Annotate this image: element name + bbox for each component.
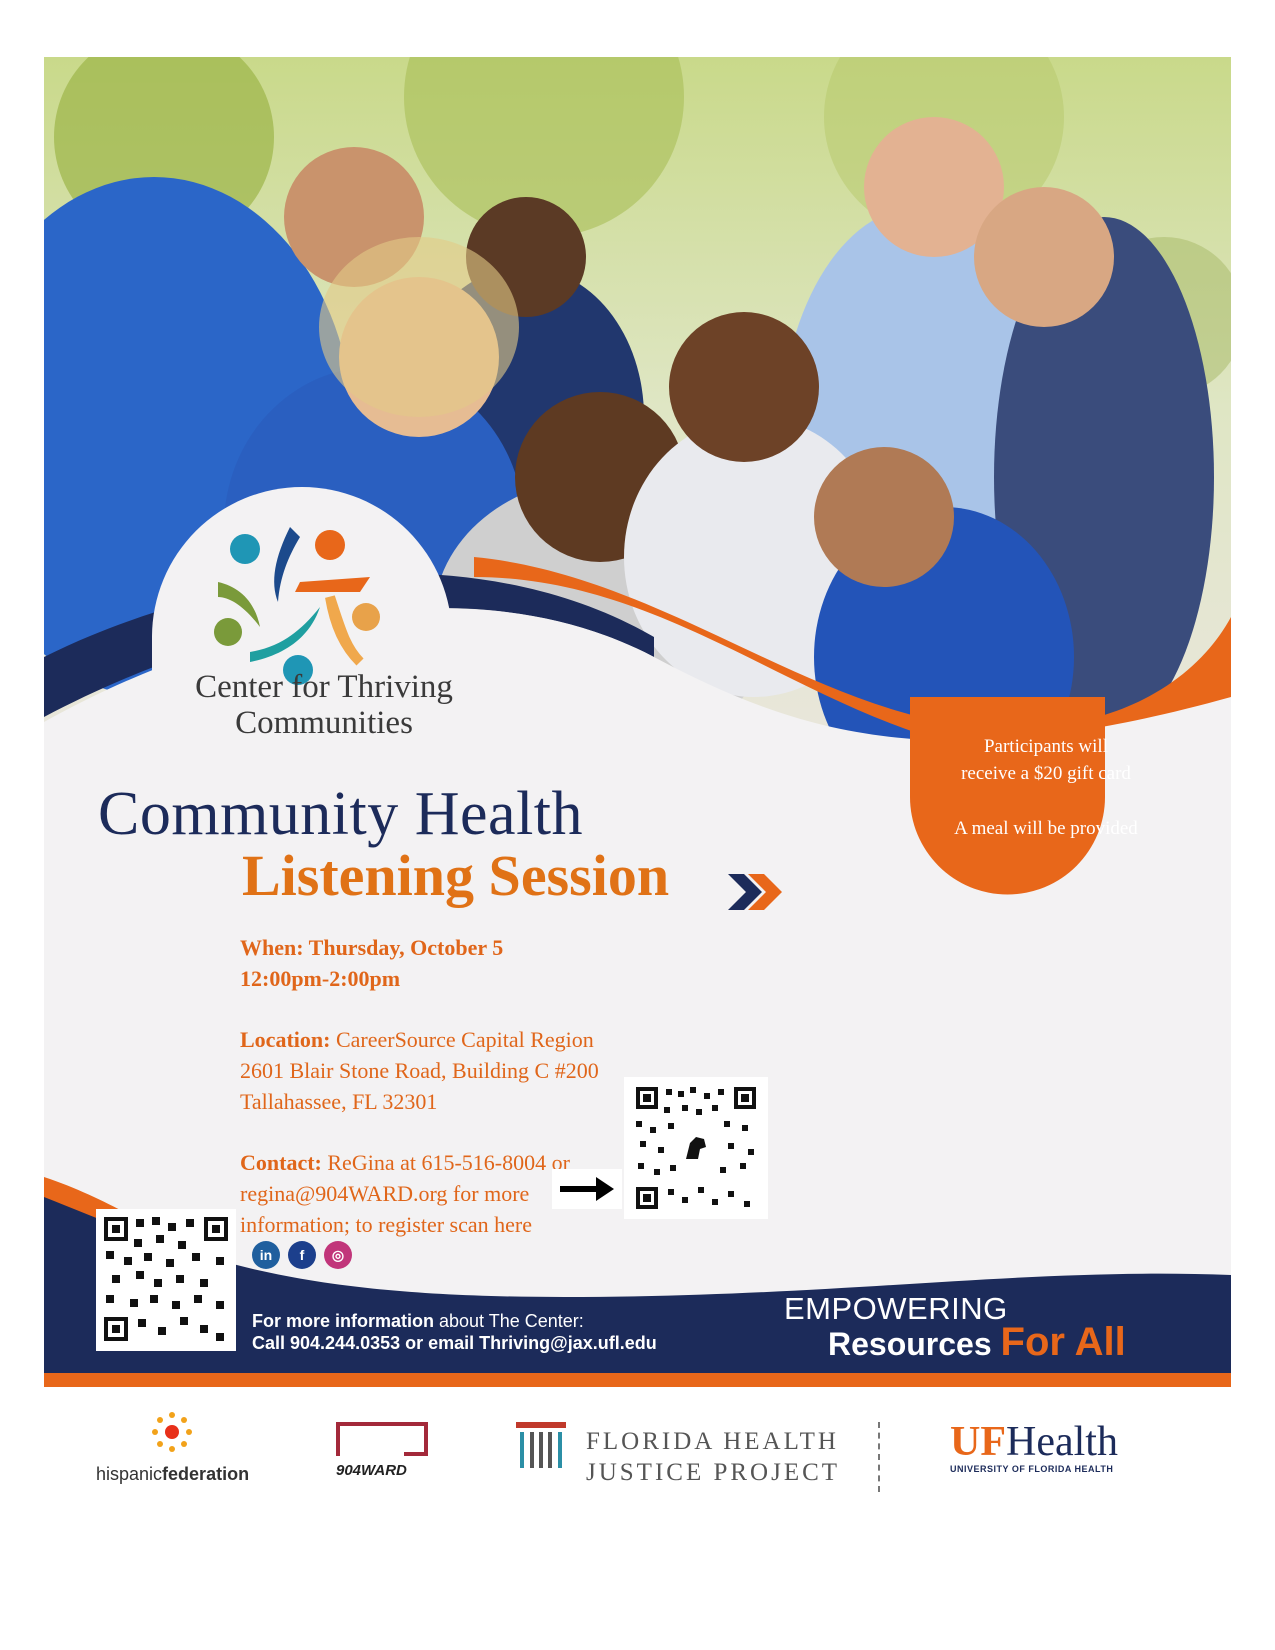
footer-info <box>252 1310 657 1354</box>
hispanic-federation-name <box>96 1464 249 1485</box>
gift-line2: receive a $20 gift card <box>961 763 1131 784</box>
contact-line1: ReGina at 615-516-8004 or <box>327 1150 570 1175</box>
uf-part: UF <box>950 1419 1006 1465</box>
slogan-resources: Resources <box>828 1326 992 1362</box>
title-line2: Listening Session <box>242 843 670 908</box>
location-block <box>240 1024 660 1117</box>
hispanic-federation-logo <box>150 1410 194 1454</box>
fhjp-line1: FLORIDA HEALTH <box>586 1428 839 1455</box>
904ward-name: 904WARD <box>336 1462 407 1479</box>
instagram-icon[interactable]: ◎ <box>324 1241 352 1269</box>
slogan-for-all: For All <box>1000 1320 1126 1364</box>
title-line1: Community Health <box>98 780 584 848</box>
register-qr-code[interactable] <box>624 1077 768 1219</box>
uf-health-subtitle: UNIVERSITY OF FLORIDA HEALTH <box>950 1464 1114 1474</box>
footer-info-rest: about The Center: <box>434 1311 584 1331</box>
slogan-line1: EMPOWERING <box>784 1291 1008 1326</box>
facebook-icon[interactable]: f <box>288 1241 316 1269</box>
org-name-line1: Center for Thriving <box>195 669 453 705</box>
center-qr-code[interactable] <box>96 1209 236 1351</box>
hf-part1: hispanic <box>96 1464 163 1484</box>
when-label: When: Thursday, October 5 <box>240 935 504 960</box>
contact-line2[interactable]: regina@904WARD.org for more <box>240 1181 530 1206</box>
org-name <box>144 669 504 741</box>
meal-note: A meal will be provided <box>954 818 1138 839</box>
footer-call: Call 904.244.0353 or email Thriving@jax.ufl.edu <box>252 1333 657 1353</box>
org-name-line2: Communities <box>235 705 413 741</box>
location-label: Location: <box>240 1027 331 1052</box>
event-details <box>240 932 660 1270</box>
contact-label: Contact: <box>240 1150 322 1175</box>
location-address2: Tallahassee, FL 32301 <box>240 1089 438 1114</box>
flyer <box>44 57 1231 1453</box>
when-block <box>240 932 660 994</box>
footer-info-bold: For more information <box>252 1311 435 1331</box>
uf-health-logo <box>950 1420 1118 1474</box>
gift-bubble <box>939 733 1153 842</box>
fhjp-name <box>586 1426 840 1488</box>
gift-line1: Participants will <box>983 736 1108 757</box>
slogan <box>784 1291 1126 1364</box>
chevrons-icon <box>726 870 786 914</box>
sponsor-divider <box>878 1422 880 1492</box>
when-time: 12:00pm-2:00pm <box>240 966 401 991</box>
hf-part2: federation <box>162 1464 250 1484</box>
904ward-logo <box>334 1420 430 1460</box>
location-address1: 2601 Blair Stone Road, Building C #200 <box>240 1058 599 1083</box>
center-logo <box>140 487 500 817</box>
fhjp-logo <box>514 1420 568 1476</box>
health-part: Health <box>1006 1419 1118 1465</box>
contact-line3: information; to register scan here <box>240 1212 533 1237</box>
location-venue: CareerSource Capital Region <box>335 1027 594 1052</box>
social-icons <box>252 1241 352 1269</box>
arrow-right-icon <box>552 1169 622 1209</box>
linkedin-icon[interactable]: in <box>252 1241 280 1269</box>
fhjp-line2: JUSTICE PROJECT <box>586 1459 841 1486</box>
